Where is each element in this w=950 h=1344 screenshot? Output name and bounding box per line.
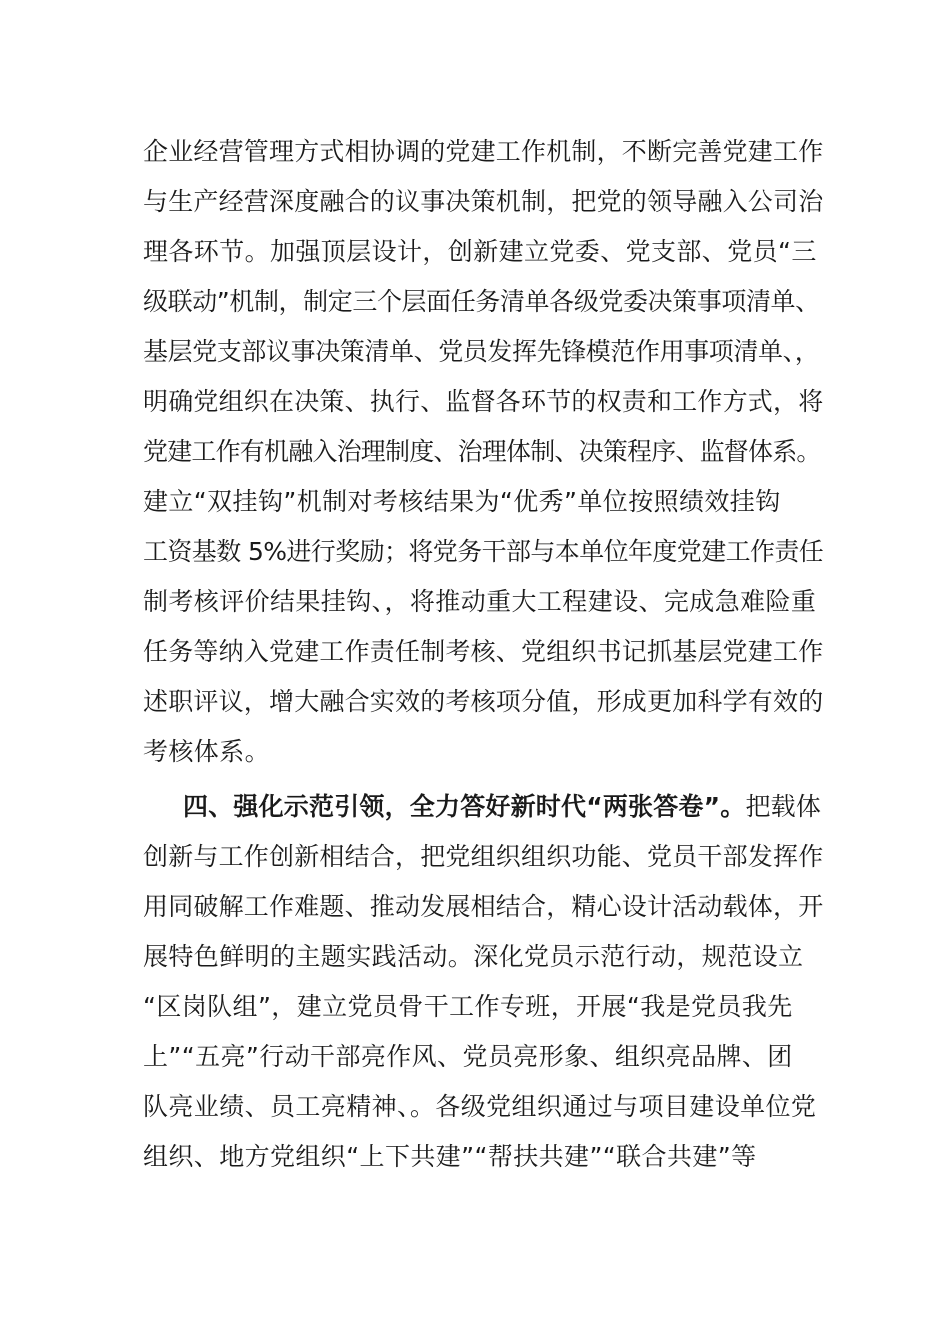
paragraph-1-line-3: 理各环节。加强顶层设计，创新建立党委、党支部、党员“三 bbox=[143, 237, 817, 266]
paragraph-2-first-line bbox=[183, 789, 823, 825]
paragraph-1-line-7: 党建工作有机融入治理制度、治理体制、决策程序、监督体系。 bbox=[143, 437, 821, 466]
paragraph-1-line-6: 明确党组织在决策、执行、监督各环节的权责和工作方式，将 bbox=[143, 387, 824, 416]
paragraph-1-line-12: 述职评议，增大融合实效的考核项分值，形成更加科学有效的 bbox=[143, 687, 824, 716]
paragraph-2-line-6: 上”“五亮”行动干部亮作风、党员亮形象、组织亮品牌、团 bbox=[143, 1042, 793, 1071]
paragraph-2-line-4: 展特色鲜明的主题实践活动。深化党员示范行动，规范设立 bbox=[143, 942, 804, 971]
section-heading: 四、强化示范引领，全力答好新时代“两张答卷”。 bbox=[183, 792, 746, 821]
paragraph-2-line-5: “区岗队组”，建立党员骨干工作专班，开展“我是党员我先 bbox=[143, 992, 793, 1021]
paragraph-1-line-8: 建立“双挂钩”机制对考核结果为“优秀”单位按照绩效挂钩 bbox=[143, 487, 781, 516]
paragraph-1-line-5: 基层党支部议事决策清单、党员发挥先锋模范作用事项清单、， bbox=[143, 337, 820, 366]
paragraph-2-line-2: 创新与工作创新相结合，把党组织组织功能、党员干部发挥作 bbox=[143, 842, 824, 871]
paragraph-1-line-4: 级联动”机制，制定三个层面任务清单各级党委决策事项清单、 bbox=[143, 287, 820, 316]
paragraph-2-first-line-text: 把载体 bbox=[745, 792, 822, 821]
paragraph-1-line-1: 企业经营管理方式相协调的党建工作机制，不断完善党建工作 bbox=[143, 137, 824, 166]
paragraph-2-line-3: 用同破解工作难题、推动发展相结合，精心设计活动载体，开 bbox=[143, 892, 824, 921]
paragraph-2-line-8: 组织、地方党组织“上下共建”“帮扶共建”“联合共建”等 bbox=[143, 1142, 757, 1171]
paragraph-1-line-11: 任务等纳入党建工作责任制考核、党组织书记抓基层党建工作 bbox=[143, 637, 824, 666]
paragraph-1-line-10: 制考核评价结果挂钩、，将推动重大工程建设、完成急难险重 bbox=[143, 587, 817, 616]
paragraph-2-line-7: 队亮业绩、员工亮精神、。各级党组织通过与项目建设单位党 bbox=[143, 1092, 817, 1121]
paragraph-1-line-9: 工资基数 5%进行奖励；将党务干部与本单位年度党建工作责任 bbox=[143, 537, 824, 566]
paragraph-1-line-13: 考核体系。 bbox=[143, 737, 271, 766]
paragraph-1-line-2: 与生产经营深度融合的议事决策机制，把党的领导融入公司治 bbox=[143, 187, 824, 216]
